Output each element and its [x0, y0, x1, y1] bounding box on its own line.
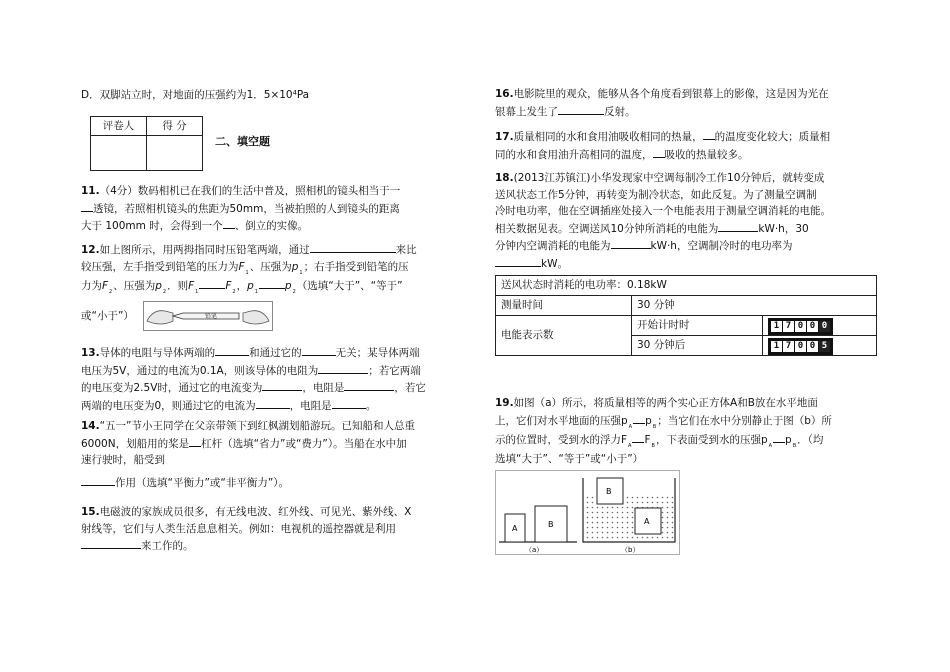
- question-11: 11.（4分）数码相机已在我们的生活中普及，照相机的镜头相当于一 透镜，若照相机镜头的焦距为50mm，当被拍照的人到镜头的距离 大于 100mm 时，会得到一个 、倒立的实像。: [81, 185, 401, 232]
- q15-blank-1[interactable]: [81, 537, 141, 549]
- meter-data-table: [495, 275, 877, 356]
- q13-blank-5[interactable]: [344, 379, 394, 391]
- q13-blank-2[interactable]: [302, 344, 336, 356]
- q13-blank-3[interactable]: [318, 362, 368, 374]
- q12-blank-1[interactable]: [310, 241, 396, 253]
- question-17: 17.质量相同的水和食用油吸收相同的热量， 的温度变化较大；质量相 同的水和食用油升高相同的温度， 吸收的热量较多。: [495, 128, 880, 163]
- question-14-cont: 作用（选填“平衡力”或“非平衡力”）。: [81, 474, 476, 492]
- option-d: D．双脚站立时，对地面的压强约为1．5×10⁴Pa: [81, 89, 310, 101]
- time-value: 30 分钟: [632, 296, 877, 316]
- power-row: 送风状态时消耗的电功率：0.18kW: [496, 276, 877, 296]
- pencil-figure: [143, 301, 273, 331]
- svg-text:A: A: [512, 524, 518, 533]
- svg-text:B: B: [606, 487, 612, 496]
- q14-blank-1[interactable]: [189, 435, 201, 447]
- end-meter-cell: [763, 336, 877, 356]
- score-cell[interactable]: [147, 136, 203, 171]
- label-b: （b）: [621, 546, 640, 554]
- time-label: 测量时间: [496, 296, 632, 316]
- q13-blank-1[interactable]: [215, 344, 249, 356]
- question-14: 14.“五一”节小王同学在父亲带领下到红枫湖划船游玩。已知船和人总重 6000N，划船用的桨是 杠杆（选填“省力”或“费力”）。当船在水中加 速行驶时，船受到: [81, 420, 415, 466]
- start-meter-display: [768, 318, 833, 335]
- pencil-label: 铅笔: [205, 312, 218, 320]
- end-label: 30 分钟后: [632, 336, 763, 356]
- start-meter-cell: [763, 316, 877, 336]
- end-digit: 1: [771, 341, 782, 352]
- q19-blank-1[interactable]: [633, 412, 645, 424]
- svg-text:B: B: [548, 520, 554, 529]
- q12-blank-3[interactable]: [259, 277, 285, 289]
- question-15: 15.电磁波的家族成员很多，有无线电波、红外线、可见光、紫外线、X 射线等，它们与人类生活息息相关。例如：电视机的遥控器就是利用 来工作的。: [81, 506, 412, 552]
- svg-text:A: A: [644, 517, 650, 526]
- reviewer-header: 评卷人: [91, 117, 147, 136]
- cubes-figure: [495, 470, 680, 555]
- label-a: （a）: [525, 546, 544, 554]
- meter-label: 电能表示数: [496, 316, 632, 356]
- start-digit: 0: [807, 321, 818, 332]
- q18-blank-2[interactable]: [611, 237, 651, 249]
- q12-blank-2[interactable]: [199, 277, 225, 289]
- score-header: 得 分: [147, 117, 203, 136]
- q17-blank-2[interactable]: [653, 146, 665, 158]
- question-18: 18.(2013江苏镇江)小华发现家中空调每制冷工作10分钟后，就转变成 送风状态工作5分钟，再转变为制冷状态，如此反复。为了测量空调制 冷时电功率，他在空调插座处接入一个电能表用于测量空调消耗的电能。 相关数据见表。空调送风10分钟所消耗的电能为 kW·h，30 分钟内空调消耗的电能为 kW·h，空调制冷时的电功率为 kW。: [495, 172, 831, 270]
- q13-blank-6[interactable]: [256, 397, 290, 409]
- q11-blank-2[interactable]: [223, 217, 235, 229]
- q18-blank-3[interactable]: [495, 255, 541, 267]
- start-digit: 0: [819, 321, 830, 332]
- end-digit: 5: [819, 341, 830, 352]
- reviewer-cell[interactable]: [91, 136, 147, 171]
- question-13: 13.导体的电阻与导体两端的 和通过它的 无关；某导体两端 电压为5V，通过的电流为0.1A，则该导体的电阻为 ；若它两端 的电压变为2.5V时，通过它的电流变为 ，电阻是 ，若它 两端的电压变为0，则通过它的电流为 ，电阻是 。: [81, 344, 476, 414]
- q14-blank-2[interactable]: [81, 474, 115, 486]
- end-meter-display: [768, 338, 833, 355]
- start-digit: 0: [795, 321, 806, 332]
- end-digit: 7: [783, 341, 794, 352]
- q11-blank-1[interactable]: [81, 200, 93, 212]
- score-box: [90, 116, 203, 171]
- q13-blank-4[interactable]: [262, 379, 302, 391]
- question-12: 12.如上图所示，用两拇指同时压铅笔两端，通过 来比 较压强，左手指受到铅笔的压力为$F_1$、压强为$p_1$；右手指受到铅笔的压 力为$F_2$、压强为$p_2$．则$F_1$ $F_2$，$p_1$ $p_2$（选填“大于”、“等于” 或“小于”） 铅笔: [81, 241, 476, 331]
- q19-blank-3[interactable]: [773, 431, 785, 443]
- end-digit: 0: [807, 341, 818, 352]
- question-16: 16.电影院里的观众，能够从各个角度看到银幕上的影像，这是因为光在 银幕上发生了 反射。: [495, 88, 829, 118]
- end-digit: 0: [795, 341, 806, 352]
- start-digit: 7: [783, 321, 794, 332]
- start-digit: 1: [771, 321, 782, 332]
- section-title: 二、填空题: [215, 135, 270, 148]
- start-label: 开始计时时: [632, 316, 763, 336]
- q13-blank-7[interactable]: [332, 397, 366, 409]
- q19-blank-2[interactable]: [632, 431, 644, 443]
- question-19: 19.如图（a）所示，将质量相等的两个实心正方体A和B放在水平地面 上，它们对水平地面的压强$p_A$ $p_B$；当它们在水中分别静止于图（b）所 示的位置时，受到水的浮力$F_A$ $F_B$，下表面受到水的压强$p_A$ $p_B$．（均 选填“大于”、“等于”或“小于”）: [495, 397, 832, 465]
- q18-blank-1[interactable]: [718, 220, 758, 232]
- q17-blank-1[interactable]: [703, 128, 715, 140]
- q16-blank-1[interactable]: [558, 103, 604, 115]
